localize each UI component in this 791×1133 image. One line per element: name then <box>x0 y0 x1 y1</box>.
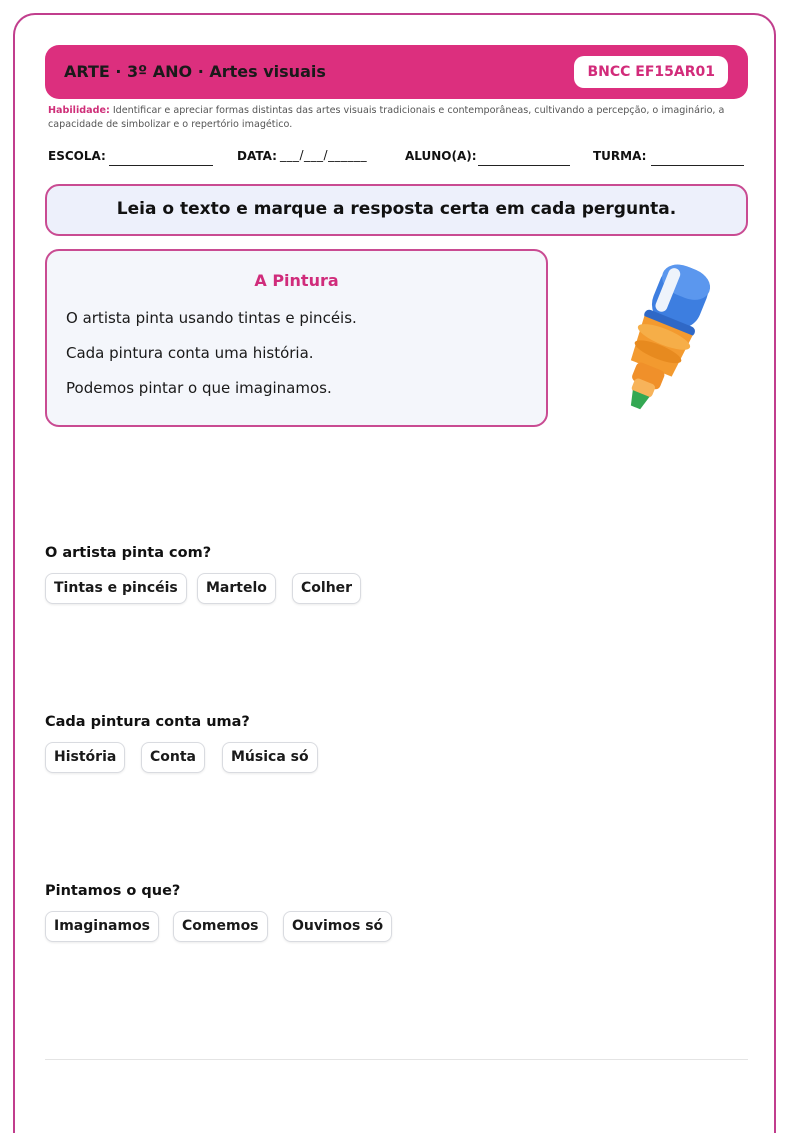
student-fields <box>48 147 748 169</box>
habilidade-label: Habilidade: <box>48 105 110 116</box>
reading-title: A Pintura <box>254 271 339 290</box>
question-1: O artista pinta com? <box>45 545 212 561</box>
footer-divider <box>45 1059 748 1060</box>
option-ouvimos-so[interactable]: Ouvimos só <box>283 911 392 942</box>
instruction-box: Leia o texto e marque a resposta certa em cada pergunta. <box>45 184 748 236</box>
option-colher[interactable]: Colher <box>292 573 361 604</box>
reading-text-box <box>45 249 548 427</box>
header-title: ARTE · 3º ANO · Artes visuais <box>64 62 326 81</box>
escola-label: ESCOLA: <box>48 149 106 163</box>
turma-label: TURMA: <box>593 149 647 163</box>
reading-line: O artista pinta usando tintas e pincéis. <box>66 309 357 327</box>
option-martelo[interactable]: Martelo <box>197 573 276 604</box>
marker-pen-icon <box>596 258 716 418</box>
option-conta[interactable]: Conta <box>141 742 205 773</box>
option-historia[interactable]: História <box>45 742 125 773</box>
reading-line: Cada pintura conta uma história. <box>66 344 314 362</box>
bncc-badge: BNCC EF15AR01 <box>574 56 728 88</box>
aluno-line[interactable] <box>478 165 570 166</box>
habilidade-description <box>48 104 748 132</box>
question-2: Cada pintura conta uma? <box>45 714 250 730</box>
escola-line[interactable] <box>109 165 213 166</box>
reading-line: Podemos pintar o que imaginamos. <box>66 379 332 397</box>
header-bar <box>45 45 748 99</box>
option-comemos[interactable]: Comemos <box>173 911 268 942</box>
habilidade-text: Identificar e apreciar formas distintas das artes visuais tradicionais e contemporâneas, cultivando a percepção, o imaginário, a capacidade de simbolizar e o repertório imagético. <box>48 105 725 130</box>
data-line[interactable]: ___/___/______ <box>280 148 368 162</box>
turma-line[interactable] <box>651 165 744 166</box>
option-imaginamos[interactable]: Imaginamos <box>45 911 159 942</box>
data-label: DATA: <box>237 149 277 163</box>
option-tintas-e-pinceis[interactable]: Tintas e pincéis <box>45 573 187 604</box>
option-musica-so[interactable]: Música só <box>222 742 318 773</box>
question-3: Pintamos o que? <box>45 883 181 899</box>
aluno-label: ALUNO(A): <box>405 149 477 163</box>
